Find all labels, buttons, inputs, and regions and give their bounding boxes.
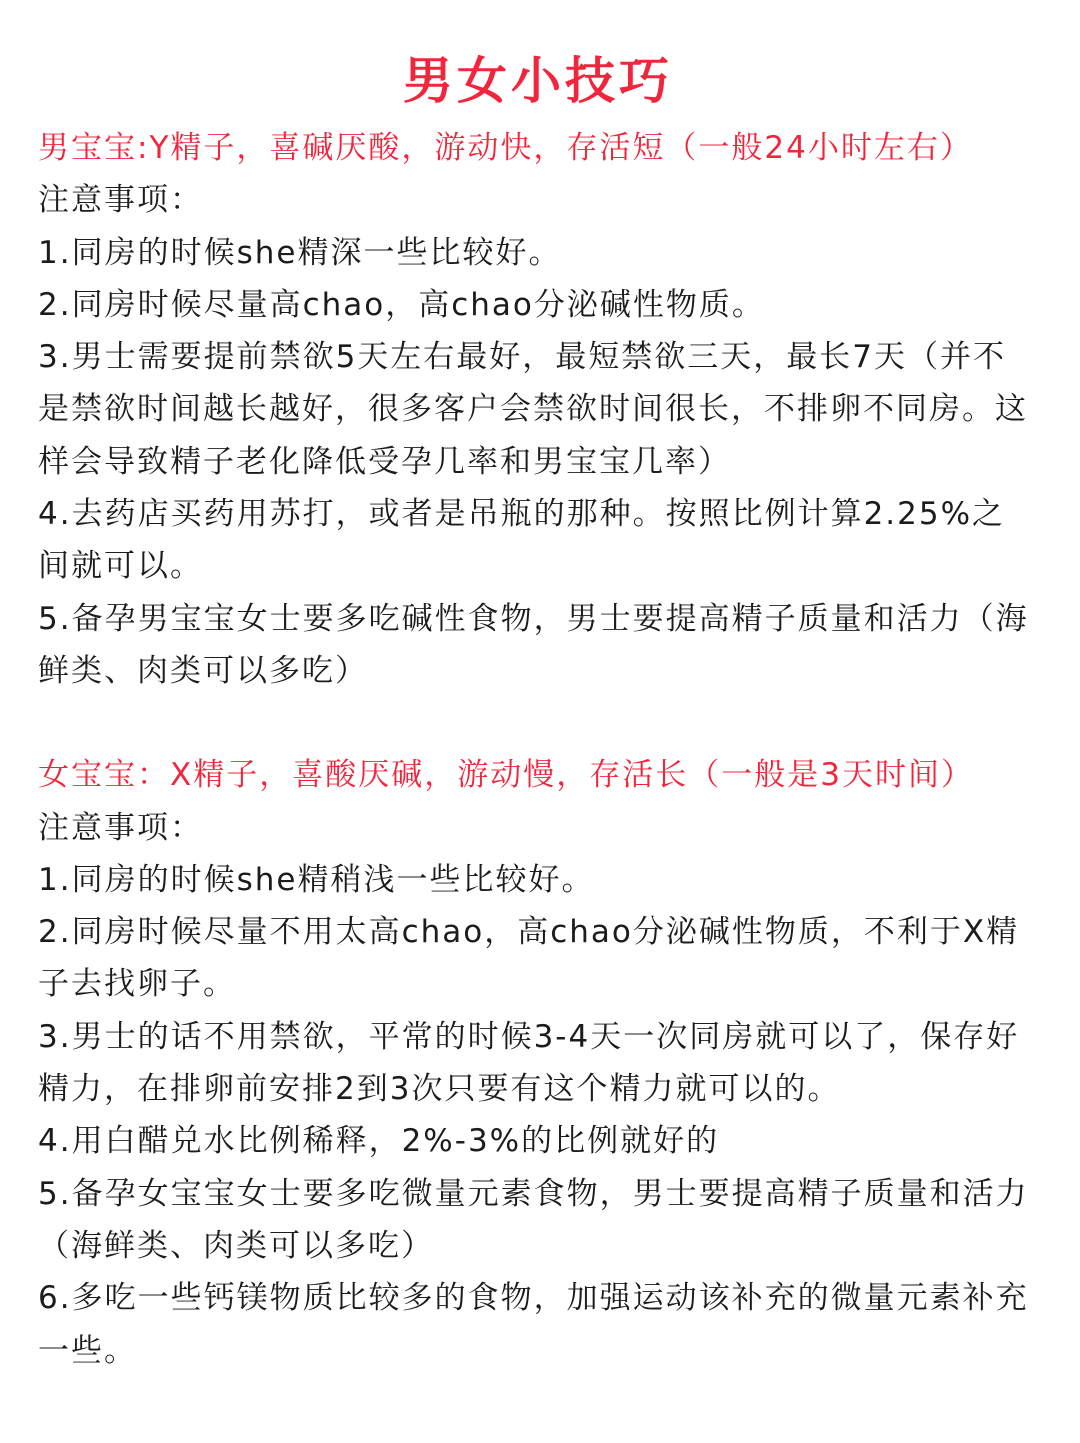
tip-item: 1.同房的时候she精深一些比较好。: [38, 234, 562, 271]
notes-label: 注意事项：: [38, 809, 203, 846]
tip-item: 4.去药店买药用苏打，或者是吊瓶的那种。按照比例计算2.25%之间就可以。: [38, 496, 1006, 585]
section-boy: [38, 122, 1038, 697]
tip-item: 2.同房时候尽量高chao，高chao分泌碱性物质。: [38, 286, 765, 323]
section-heading: 女宝宝：X精子，喜酸厌碱，游动慢，存活长（一般是3天时间）: [38, 757, 974, 794]
section-heading: 男宝宝:Y精子，喜碱厌酸，游动快，存活短（一般24小时左右）: [38, 130, 973, 166]
tip-item: 5.备孕女宝宝女士要多吃微量元素食物，男士要提高精子质量和活力（海鲜类、肉类可以多吃）: [38, 1175, 1029, 1264]
tip-item: 1.同房的时候she精稍浅一些比较好。: [38, 861, 595, 898]
notes-label: 注意事项：: [38, 182, 203, 219]
tip-item: 3.男士的话不用禁欲，平常的时候3-4天一次同房就可以了，保存好精力，在排卵前安排2到3次只要有这个精力就可以的。: [38, 1018, 1020, 1108]
tip-item: 2.同房时候尽量不用太高chao，高chao分泌碱性物质，不利于X精子去找卵子。: [38, 914, 1020, 1003]
tip-item: 5.备孕男宝宝女士要多吃碱性食物，男士要提高精子质量和活力（海鲜类、肉类可以多吃）: [38, 600, 1029, 689]
tip-item: 6.多吃一些钙镁物质比较多的食物，加强运动该补充的微量元素补充一些。: [38, 1280, 1029, 1369]
page-title: 男女小技巧: [403, 52, 673, 110]
tips-list: [38, 227, 1038, 698]
section-girl: [38, 749, 1038, 1377]
tip-item: 3.男士需要提前禁欲5天左右最好，最短禁欲三天，最长7天（并不是禁欲时间越长越好，很多客户会禁欲时间很长，不排卵不同房。这样会导致精子老化降低受孕几率和男宝宝几率）: [38, 339, 1028, 480]
tip-item: 4.用白醋兑水比例稀释，2%-3%的比例就好的: [38, 1123, 720, 1160]
tips-list: [38, 854, 1038, 1377]
